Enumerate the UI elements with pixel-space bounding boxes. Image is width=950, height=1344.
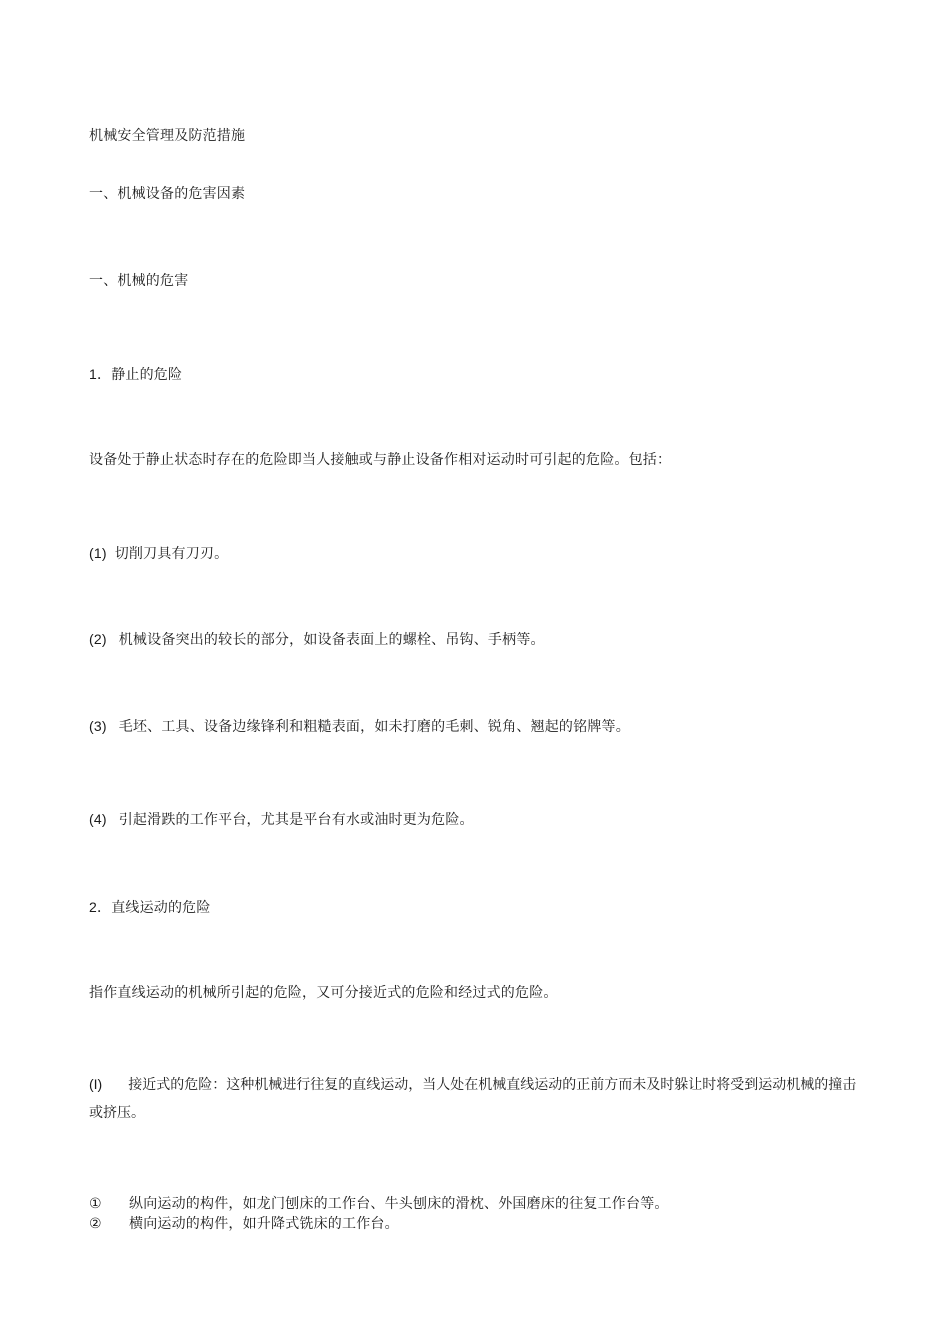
item-number: 1． — [89, 366, 112, 382]
paragraph-linear-intro: 指作直线运动的机械所引起的危险，又可分接近式的危险和经过式的危险。 — [89, 985, 558, 1001]
list-text: 切削刀具有刀刃。 — [114, 546, 229, 562]
list-item — [89, 543, 228, 564]
list-marker: (2) — [89, 631, 107, 647]
list-item — [89, 716, 630, 737]
document-title: 机械安全管理及防范措施 — [89, 128, 246, 144]
circled-list-item — [89, 1194, 669, 1214]
subsection-heading: 一、机械的危害 — [89, 273, 189, 289]
list-text: 毛坯、工具、设备边缘锋利和粗糙表面，如未打磨的毛刺、锐角、翘起的铭牌等。 — [118, 719, 630, 735]
item-heading-text: 静止的危险 — [111, 367, 183, 383]
list-text: 接近式的危险：这种机械进行往复的直线运动，当人处在机械直线运动的正前方而未及时躲让时将受到运动机械的撞击或挤压。 — [89, 1077, 857, 1121]
list-text: 机械设备突出的较长的部分，如设备表面上的螺栓、吊钩、手柄等。 — [118, 632, 545, 648]
list-item — [89, 809, 474, 830]
list-text: 引起滑跌的工作平台，尤其是平台有水或油时更为危险。 — [118, 812, 474, 828]
paragraph-approach-danger — [89, 1070, 864, 1127]
list-item — [89, 629, 545, 650]
item-heading-static-danger — [89, 364, 182, 385]
list-marker: (3) — [89, 718, 107, 734]
list-marker: (I) — [89, 1076, 103, 1092]
item-heading-linear-danger — [89, 897, 211, 918]
section-heading: 一、机械设备的危害因素 — [89, 186, 246, 202]
list-text: 纵向运动的构件，如龙门刨床的工作台、牛头刨床的滑枕、外国磨床的往复工作台等。 — [129, 1196, 669, 1212]
paragraph-static-intro: 设备处于静止状态时存在的危险即当人接触或与静止设备作相对运动时可引起的危险。包括： — [89, 452, 672, 468]
list-marker: (4) — [89, 811, 107, 827]
item-number: 2． — [89, 899, 112, 915]
item-heading-text: 直线运动的危险 — [111, 900, 211, 916]
circled-marker: ② — [89, 1216, 102, 1232]
list-text: 横向运动的构件，如升降式铣床的工作台。 — [129, 1216, 399, 1232]
list-marker: (1) — [89, 545, 107, 561]
circled-marker: ① — [89, 1196, 102, 1212]
circled-list-item — [89, 1214, 399, 1234]
